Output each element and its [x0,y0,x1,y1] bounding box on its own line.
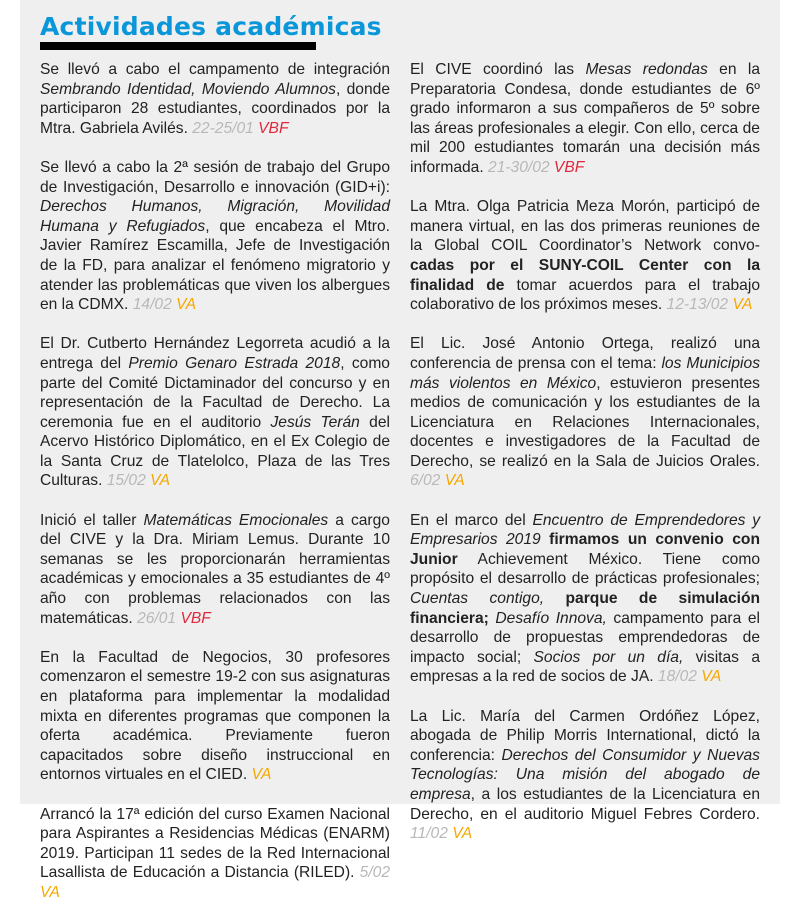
activity-item [410,707,760,844]
activity-text: campamento para el desarrollo de propuestas emprendedoras de impacto social; [410,609,760,666]
activity-text [541,531,549,548]
activity-date: 22-25/01 [192,119,254,137]
activity-text: El Lic. José Antonio Ortega, realizó una conferencia de prensa con el tema: [410,335,760,372]
author-tag: VA [701,668,722,686]
activity-item [40,648,390,785]
activity-text: , donde participaron 28 estudiantes, coordinados por la Mtra. Gabriela Avilés. [40,80,391,137]
author-tag: VA [732,296,753,314]
activity-item [410,334,760,491]
activity-text: La Lic. María del Carmen Ordóñez López, abogada de Philip Morris International, dictó la conferencia: [410,707,760,764]
activity-italic-text: Sembrando Identidad, Moviendo Alumnos [40,80,336,98]
activity-text: , a los estudiantes de la Licenciatura en Derecho, en el auditorio Miguel Febres Cordero. [410,785,760,823]
author-tag: VBF [180,609,211,627]
right-column [410,60,760,863]
activity-text: , como parte del Comité Dictaminador del concurso y en representación de la Facultad de Derecho. La ceremonia fue en el auditorio [40,354,390,431]
activity-item [410,197,760,315]
activity-text: El Dr. Cutberto Hernández Legorreta acudió a la entrega del [40,335,390,372]
activity-italic-text: Derechos del Consumidor y Nuevas Tecnologías: Una misión del abogado de empresa [410,746,760,803]
activity-item [40,511,390,629]
activity-date: 15/02 [106,472,146,490]
section-title: Actividades académicas [40,12,382,41]
author-tag: VA [251,766,272,784]
activity-italic-text: Mesas redondas [585,61,708,78]
activity-text: Se llevó a cabo el campamento de integración [40,61,390,78]
activity-italic-text: Jesús Terán [270,413,360,431]
activity-item [40,805,390,903]
activity-item [410,60,760,178]
activity-date: 18/02 [657,668,697,686]
activity-italic-text: Matemáticas Emocionales [143,511,329,529]
activity-text: del Acervo Histórico Diplomático, en el Ex Colegio de la Santa Cruz de Tlatelolco, Plaza de las Tres Culturas. [40,413,390,490]
left-column [40,60,390,922]
activity-text: En el marco del [410,511,533,529]
activity-text: La Mtra. Olga Patricia Meza Morón, participó de manera virtual, en las dos primeras reuniones de la Global COIL Coordinator’s Network convo [410,198,760,255]
activity-item [40,158,390,315]
author-tag: VA [452,825,473,843]
activity-text: Arrancó la 17ª edición del curso Examen Nacional para Aspirantes a Residencias Médicas (ENARM) 2019. Participan 11 sedes de la Red Internacional Lasallista de Educación a Distancia (RILED). [40,805,390,882]
activity-text [544,590,565,607]
activity-italic-text: Premio Genaro Estrada 2018 [128,354,341,372]
activity-date: 11/02 [410,825,448,843]
author-tag: VBF [258,119,289,137]
activity-text: El CIVE coordinó las [410,61,586,78]
author-tag: VA [176,296,197,314]
activity-italic-text: Desafío Innova, [495,609,607,627]
activity-text: en la Preparatoria Condesa, donde estudiantes de 6º grado informaron a sus compañeros de 5º sobre las áreas profesionales a elegir. Con ello, cerca de mil 200 estudiantes tomarán una decisión más informada. [410,61,761,176]
activity-item [410,511,760,687]
title-underline-bar [40,42,316,50]
author-tag: VBF [553,158,585,176]
activity-bold-text: firmamos un convenio con Junior [410,531,760,568]
activity-text: Inició el taller [40,511,144,529]
activity-text: , que encabeza el Mtro. Javier Ramírez Escamilla, Jefe de Investigación de la FD, para analizar el fenómeno migratorio y atender las problemáticas que viven los albergues en la CDMX. [40,217,391,314]
author-tag: VA [444,472,465,490]
activity-date: 21-30/02 [488,158,550,176]
activity-text: , estuvieron presentes medios de comunicación y los estudiantes de la Licenciatura en Relaciones Internacionales, docentes e investigadores de la Facultad de Derecho, se realizó en la Sala de Juicios Orales. [410,374,760,470]
activity-date: 6/02 [410,472,441,490]
activity-text: Se llevó a cabo la 2ª sesión de trabajo del Grupo de Investigación, Desarrollo e innovación (GID+i): [40,158,390,196]
activity-italic-text: Cuentas contigo, [410,590,545,608]
author-tag: VA [150,472,171,490]
activity-italic-text: Socios por un día, [533,648,684,666]
activity-item [40,60,390,138]
activity-text: tomar acuerdos para el trabajo colaborativo de los próximos meses. [410,276,760,314]
activity-date: 5/02 [359,864,390,882]
activity-date: 14/02 [132,296,172,314]
activity-date: 12-13/02 [666,296,729,314]
author-tag: VA [40,883,60,901]
activity-text: Achievement México. Tiene como propósito el desarrollo de prácticas profesionales; [410,550,760,588]
activity-item [40,334,390,491]
activity-italic-text: los Municipios más violentos en México [410,354,760,392]
activity-bold-text: cadas por el SUNY-COIL Center con la finalidad de [410,256,760,294]
activity-bold-text: parque de simulación financiera; [410,590,760,627]
activity-text: visitas a empresas a la red de socios de JA. [410,648,760,686]
activity-italic-text: Encuentro de Emprendedores y Empresarios 2019 [410,511,760,549]
activity-text: a cargo del CIVE y la Dra. Miriam Lemus. Durante 10 semanas se les proporcionarán herramientas académicas y emocionales a 35 estudiantes de 4º año con problemas relacionados con las matemáticas. [40,511,390,627]
activity-text: En la Facultad de Negocios, 30 profesores comenzaron el semestre 19-2 con sus asignaturas en plataforma para implementar la modalidad mixta en diferentes programas que componen la oferta académica. Previamente fueron capacitados sobre diseño instruccional en entornos virtuales en el CIED. [40,648,390,784]
activity-date: 26/01 [137,609,177,627]
activity-italic-text: Derechos Humanos, Migración, Movilidad Humana y Refugiados [40,198,390,235]
